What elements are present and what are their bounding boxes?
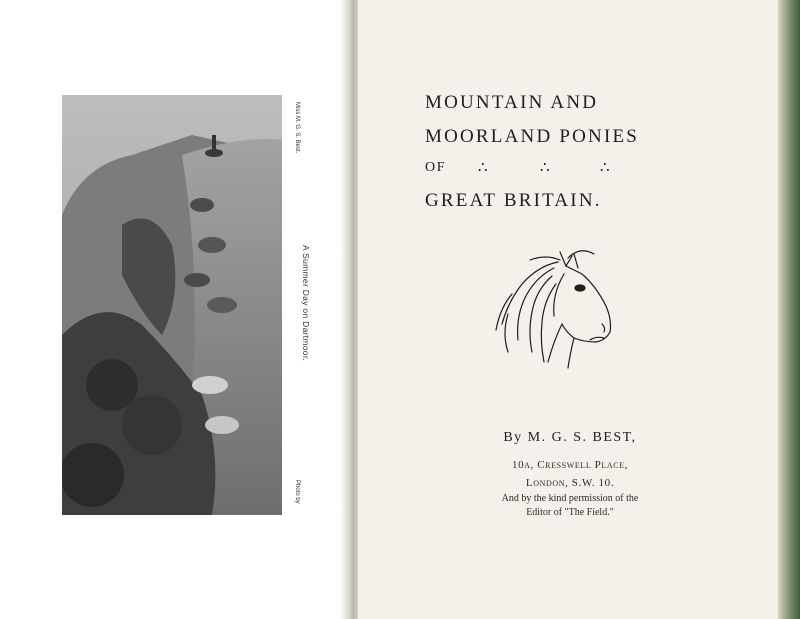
permission-line-1: And by the kind permission of the bbox=[501, 493, 639, 504]
photo-credit: Miss M. G. S. Best. bbox=[294, 102, 300, 154]
page-edge-shadow bbox=[778, 0, 800, 619]
dartmoor-photograph bbox=[62, 95, 282, 515]
photo-caption: A Summer Day on Dartmoor. bbox=[301, 245, 311, 362]
title-line-4: GREAT BRITAIN. bbox=[425, 190, 602, 211]
address-line-1: 10a, Cresswell Place, bbox=[511, 459, 629, 471]
author-line: By M. G. S. BEST, bbox=[503, 430, 637, 445]
title-ornament-dots: ∴ bbox=[600, 160, 610, 176]
permission-line-2: Editor of "The Field." bbox=[526, 507, 614, 518]
photo-by-label: Photo by bbox=[294, 480, 300, 504]
title-line-3: OF bbox=[425, 160, 447, 175]
title-ornament-dots: ∴ bbox=[540, 160, 550, 176]
pony-head-illustration bbox=[488, 244, 618, 374]
title-line-1: MOUNTAIN AND bbox=[425, 92, 599, 113]
title-ornament-dots: ∴ bbox=[478, 160, 488, 176]
address-line-2: London, S.W. 10. bbox=[525, 477, 615, 489]
title-line-2: MOORLAND PONIES bbox=[425, 126, 640, 147]
